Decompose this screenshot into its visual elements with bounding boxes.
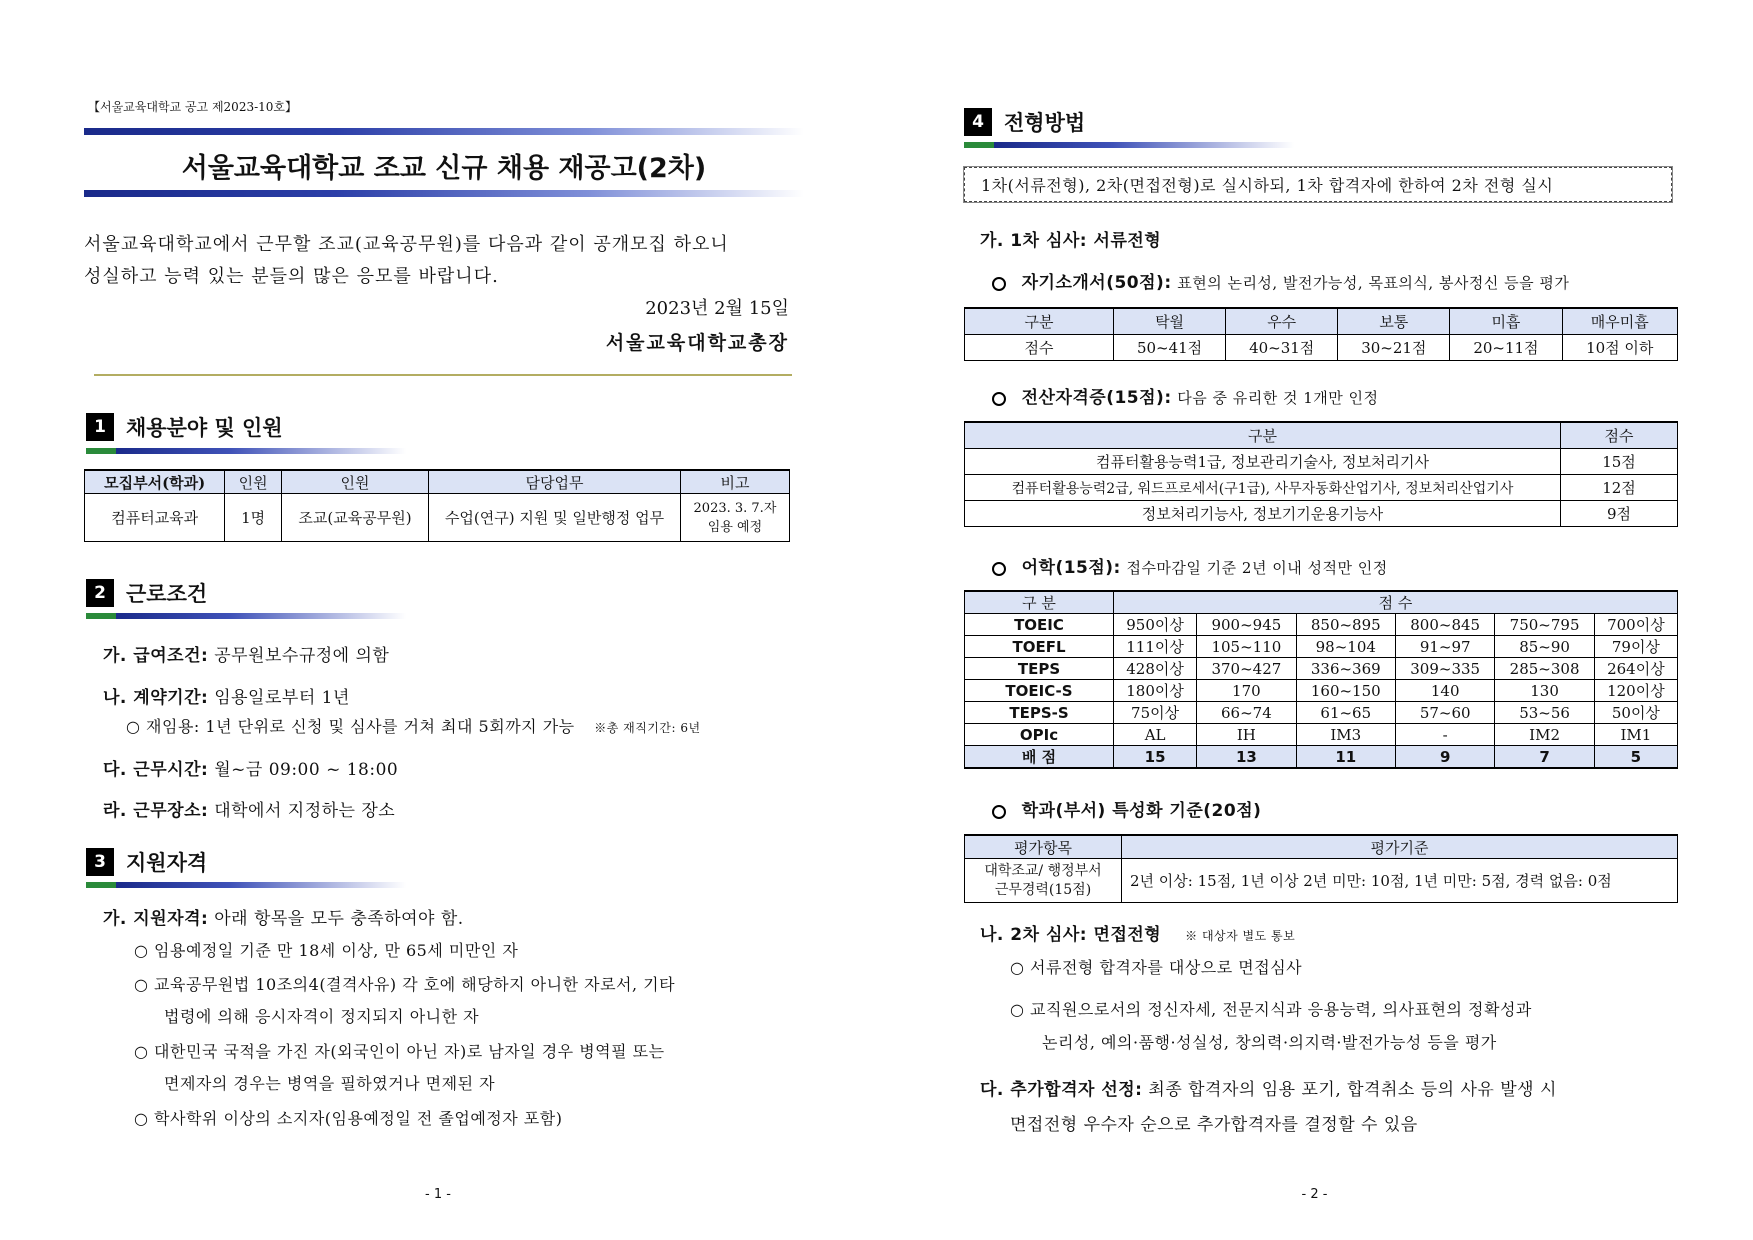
interview-bullet-2-cont: 논리성, 예의·품행·성실성, 창의력·의지력·발전가능성 등을 평가: [1042, 1033, 1497, 1052]
cert-header-0: 구분: [965, 422, 1561, 449]
lang-cell: 105~110: [1197, 636, 1296, 658]
stage-1-title-text: 가. 1차 심사: 서류전형: [980, 231, 1162, 251]
lang-cell: 85~90: [1495, 636, 1594, 658]
reappointment-text: ○ 재임용: 1년 단위로 신청 및 심사를 거쳐 최대 5회까지 가능: [126, 717, 575, 736]
table-header-row: [965, 835, 1678, 859]
hours-label: 다. 근무시간:: [103, 760, 209, 780]
score-cell: 7: [1495, 746, 1594, 769]
cert-cell: 컴퓨터활용능력2급, 워드프로세서(구1급), 사무자동화산업기사, 정보처리산업기사: [965, 475, 1561, 501]
tenure-note: ※총 재직기간: 6년: [594, 721, 701, 735]
intro-cell-3: 30~21점: [1338, 335, 1450, 361]
section-3-title: 지원자격: [126, 851, 208, 875]
lang-cell: 950이상: [1114, 614, 1197, 636]
lang-cell: 91~97: [1395, 636, 1494, 658]
additional-pass-text-1: 최종 합격자의 임용 포기, 합격취소 등의 사유 발생 시: [1148, 1080, 1557, 1100]
notice-reference: 【서울교육대학교 공고 제2023-10호】: [88, 100, 298, 114]
intro-cell-0: 점수: [965, 335, 1114, 361]
intro-letter-text: 표현의 논리성, 발전가능성, 목표의식, 봉사정신 등을 평가: [1177, 274, 1570, 292]
dept-item: [992, 796, 1261, 821]
page-1: [0, 0, 876, 1240]
score-cell: 11: [1296, 746, 1395, 769]
score-cell: 5: [1594, 746, 1677, 769]
lang-cell: 700이상: [1594, 614, 1677, 636]
divider-line: [94, 374, 792, 376]
table-row: [965, 335, 1678, 361]
cert-score: 12점: [1561, 475, 1678, 501]
lang-cell: 98~104: [1296, 636, 1395, 658]
lang-cell: IH: [1197, 724, 1296, 746]
cert-header-1: 점수: [1561, 422, 1678, 449]
lang-cell: 336~369: [1296, 658, 1395, 680]
cert-cell: 정보처리기능사, 정보기기운용기능사: [965, 501, 1561, 527]
qualification-bullet-3-cont: 면제자의 경우는 병역을 필하였거나 면제된 자: [164, 1074, 496, 1093]
intro-header-4: 미흡: [1450, 308, 1562, 335]
stage-2-note: ※ 대상자 별도 통보: [1185, 929, 1296, 943]
score-cell: 9: [1395, 746, 1494, 769]
intro-letter-label: 자기소개서(50점):: [1021, 273, 1172, 293]
lang-cell: 170: [1197, 680, 1296, 702]
table-row: [965, 475, 1678, 501]
table-row: [965, 859, 1678, 903]
cell-duty: 수업(연구) 지원 및 일반행정 업무: [429, 494, 681, 542]
table-header-row: [85, 470, 790, 494]
lang-header-1: 점 수: [1114, 591, 1678, 614]
intro-header-0: 구분: [965, 308, 1114, 335]
header-duty: 담당업무: [429, 470, 681, 494]
section-3-rule: [86, 882, 406, 888]
circle-icon: [992, 805, 1006, 819]
lang-cell: 75이상: [1114, 702, 1197, 724]
section-2-rule: [86, 613, 406, 619]
header-position: 인원: [281, 470, 428, 494]
qualification-item: [103, 904, 464, 929]
header-dept: 모집부서(학과): [85, 470, 225, 494]
lang-cell: 66~74: [1197, 702, 1296, 724]
cell-note: [680, 494, 789, 542]
hours-text: 월~금 09:00 ~ 18:00: [214, 760, 399, 780]
lang-cell: 50이상: [1594, 702, 1677, 724]
location-text: 대학에서 지정하는 장소: [214, 801, 396, 821]
section-3-number: 3: [86, 848, 114, 876]
lang-cell: 53~56: [1495, 702, 1594, 724]
salary-text: 공무원보수규정에 의함: [214, 646, 390, 666]
cert-text: 다음 중 유리한 것 1개만 인정: [1177, 389, 1379, 407]
interview-bullet-2: ○ 교직원으로서의 정신자세, 전문지식과 응용능력, 의사표현의 정확성과: [1010, 1000, 1532, 1019]
additional-pass-text-2: 면접전형 우수자 순으로 추가합격자를 결정할 수 있음: [1010, 1115, 1418, 1135]
language-table: [964, 590, 1678, 769]
score-cell: 15: [1114, 746, 1197, 769]
notice-date: 2023년 2월 15일: [645, 298, 789, 319]
lang-label: 어학(15점):: [1021, 558, 1121, 578]
lang-cell: IM2: [1495, 724, 1594, 746]
lang-test: TEPS-S: [965, 702, 1114, 724]
section-1-rule: [86, 448, 406, 454]
document-title: 서울교육대학교 조교 신규 채용 재공고(2차): [181, 153, 707, 184]
lang-cell: 160~150: [1296, 680, 1395, 702]
cert-item: [992, 383, 1379, 408]
lang-cell: 79이상: [1594, 636, 1677, 658]
dept-item-line-2: 근무경력(15점): [994, 881, 1092, 898]
qualification-bullet-4: ○ 학사학위 이상의 소지자(임용예정일 전 졸업예정자 포함): [134, 1109, 563, 1128]
intro-line-1: 서울교육대학교에서 근무할 조교(교육공무원)를 다음과 같이 공개모집 하오니: [84, 234, 729, 255]
lang-test: TOEIC: [965, 614, 1114, 636]
lang-item: [992, 553, 1388, 578]
section-1-number: 1: [86, 413, 114, 441]
lang-cell: 264이상: [1594, 658, 1677, 680]
section-4-heading: [964, 107, 1085, 137]
qualification-bullet-1: ○ 임용예정일 기준 만 18세 이상, 만 65세 미만인 자: [134, 941, 519, 960]
intro-cell-5: 10점 이하: [1562, 335, 1678, 361]
lang-cell: AL: [1114, 724, 1197, 746]
lang-test: TEPS: [965, 658, 1114, 680]
table-row: [965, 449, 1678, 475]
intro-cell-2: 40~31점: [1226, 335, 1338, 361]
interview-bullet-1: ○ 서류전형 합격자를 대상으로 면접심사: [1010, 958, 1303, 977]
table-row: [965, 724, 1678, 746]
page-number-2: - 2 -: [1301, 1187, 1328, 1202]
page-2: [876, 0, 1753, 1240]
lang-cell: 111이상: [1114, 636, 1197, 658]
intro-letter-table: [964, 307, 1678, 361]
cell-position: 조교(교육공무원): [281, 494, 428, 542]
section-4-rule: [964, 142, 1294, 148]
intro-line-2: 성실하고 능력 있는 분들의 많은 응모를 바랍니다.: [84, 266, 499, 287]
intro-letter-item: [992, 268, 1569, 293]
table-header-row: [965, 591, 1678, 614]
stage-2-title: 나. 2차 심사: 면접전형: [980, 925, 1162, 945]
header-note: 비고: [680, 470, 789, 494]
location-item: [103, 796, 395, 821]
lang-cell: -: [1395, 724, 1494, 746]
intro-header-1: 탁월: [1114, 308, 1226, 335]
qualification-label: 가. 지원자격:: [103, 909, 209, 929]
dept-header-1: 평가기준: [1122, 835, 1678, 859]
lang-cell: 428이상: [1114, 658, 1197, 680]
lang-cell: 370~427: [1197, 658, 1296, 680]
dept-item-line-1: 대학조교/ 행정부서: [984, 862, 1102, 879]
lang-cell: IM1: [1594, 724, 1677, 746]
section-2-number: 2: [86, 579, 114, 607]
dept-header-0: 평가항목: [965, 835, 1122, 859]
qualification-bullet-2-cont: 법령에 의해 응시자격이 정지되지 아니한 자: [164, 1007, 480, 1026]
contract-label: 나. 계약기간:: [103, 688, 209, 708]
circle-icon: [992, 277, 1006, 291]
circle-icon: [992, 392, 1006, 406]
section-1-heading: [86, 412, 283, 442]
lang-cell: IM3: [1296, 724, 1395, 746]
score-cell: 13: [1197, 746, 1296, 769]
cert-score: 15점: [1561, 449, 1678, 475]
cert-score: 9점: [1561, 501, 1678, 527]
salary-item: [103, 641, 389, 666]
cell-count: 1명: [225, 494, 281, 542]
lang-test: OPIc: [965, 724, 1114, 746]
lang-cell: 140: [1395, 680, 1494, 702]
hours-item: [103, 755, 398, 780]
dept-item-cell: [965, 859, 1122, 903]
header-count: 인원: [225, 470, 281, 494]
reappointment-bullet: [126, 714, 701, 737]
lang-header-0: 구 분: [965, 591, 1114, 614]
table-row: [965, 658, 1678, 680]
intro-header-3: 보통: [1338, 308, 1450, 335]
section-4-number: 4: [964, 108, 992, 136]
recruitment-table: [84, 469, 790, 542]
lang-cell: 180이상: [1114, 680, 1197, 702]
table-row: [965, 702, 1678, 724]
stage-2-item: [980, 920, 1295, 945]
table-header-row: [965, 308, 1678, 335]
contract-text: 임용일로부터 1년: [214, 688, 350, 708]
intro-header-2: 우수: [1226, 308, 1338, 335]
section-2-title: 근로조건: [126, 582, 208, 606]
dept-label: 학과(부서) 특성화 기준(20점): [1021, 801, 1262, 821]
section-3-heading: [86, 847, 207, 877]
note-line-1: 2023. 3. 7.자: [693, 500, 777, 516]
score-row: [965, 746, 1678, 769]
qualification-text: 아래 항목을 모두 충족하여야 함.: [214, 909, 464, 929]
lang-test: TOEIC-S: [965, 680, 1114, 702]
lang-text: 접수마감일 기준 2년 이내 성적만 인정: [1126, 559, 1388, 577]
lang-cell: 57~60: [1395, 702, 1494, 724]
stage-1-title: [980, 226, 1161, 251]
cert-table: [964, 421, 1678, 527]
intro-header-5: 매우미흡: [1562, 308, 1678, 335]
intro-cell-1: 50~41점: [1114, 335, 1226, 361]
page-number-1: - 1 -: [425, 1187, 451, 1202]
lang-cell: 309~335: [1395, 658, 1494, 680]
table-row: [965, 680, 1678, 702]
qualification-bullet-3: ○ 대한민국 국적을 가진 자(외국인이 아닌 자)로 남자일 경우 병역필 또는: [134, 1042, 665, 1061]
lang-cell: 800~845: [1395, 614, 1494, 636]
title-bottom-rule: [84, 190, 804, 197]
issuer: 서울교육대학교총장: [605, 332, 789, 354]
lang-cell: 120이상: [1594, 680, 1677, 702]
score-label: 배 점: [965, 746, 1114, 769]
lang-test: TOEFL: [965, 636, 1114, 658]
table-header-row: [965, 422, 1678, 449]
qualification-bullet-2: ○ 교육공무원법 10조의4(결격사유) 각 호에 해당하지 아니한 자로서, 기타: [134, 975, 676, 994]
cell-dept: 컴퓨터교육과: [85, 494, 225, 542]
salary-label: 가. 급여조건:: [103, 646, 209, 666]
dept-table: [964, 834, 1678, 903]
table-row: [965, 501, 1678, 527]
additional-pass-item: [980, 1075, 1557, 1100]
lang-cell: 61~65: [1296, 702, 1395, 724]
lang-cell: 750~795: [1495, 614, 1594, 636]
dept-criteria: 2년 이상: 15점, 1년 이상 2년 미만: 10점, 1년 미만: 5점, 경력 없음: 0점: [1122, 859, 1678, 903]
additional-pass-label: 다. 추가합격자 선정:: [980, 1080, 1143, 1100]
section-4-title: 전형방법: [1004, 111, 1086, 135]
method-summary-box: 1차(서류전형), 2차(면접전형)로 실시하되, 1차 합격자에 한하여 2차 전형 실시: [964, 167, 1672, 202]
table-row: [965, 614, 1678, 636]
intro-cell-4: 20~11점: [1450, 335, 1562, 361]
lang-cell: 130: [1495, 680, 1594, 702]
lang-cell: 285~308: [1495, 658, 1594, 680]
contract-item: [103, 683, 350, 708]
section-1-title: 채용분야 및 인원: [126, 416, 283, 440]
table-row: [965, 636, 1678, 658]
section-2-heading: [86, 578, 207, 608]
location-label: 라. 근무장소:: [103, 801, 209, 821]
cert-cell: 컴퓨터활용능력1급, 정보관리기술사, 정보처리기사: [965, 449, 1561, 475]
title-top-rule: [84, 128, 804, 135]
note-line-2: 임용 예정: [707, 519, 763, 535]
lang-cell: 850~895: [1296, 614, 1395, 636]
lang-cell: 900~945: [1197, 614, 1296, 636]
circle-icon: [992, 562, 1006, 576]
cert-label: 전산자격증(15점):: [1021, 388, 1172, 408]
table-row: [85, 494, 790, 542]
